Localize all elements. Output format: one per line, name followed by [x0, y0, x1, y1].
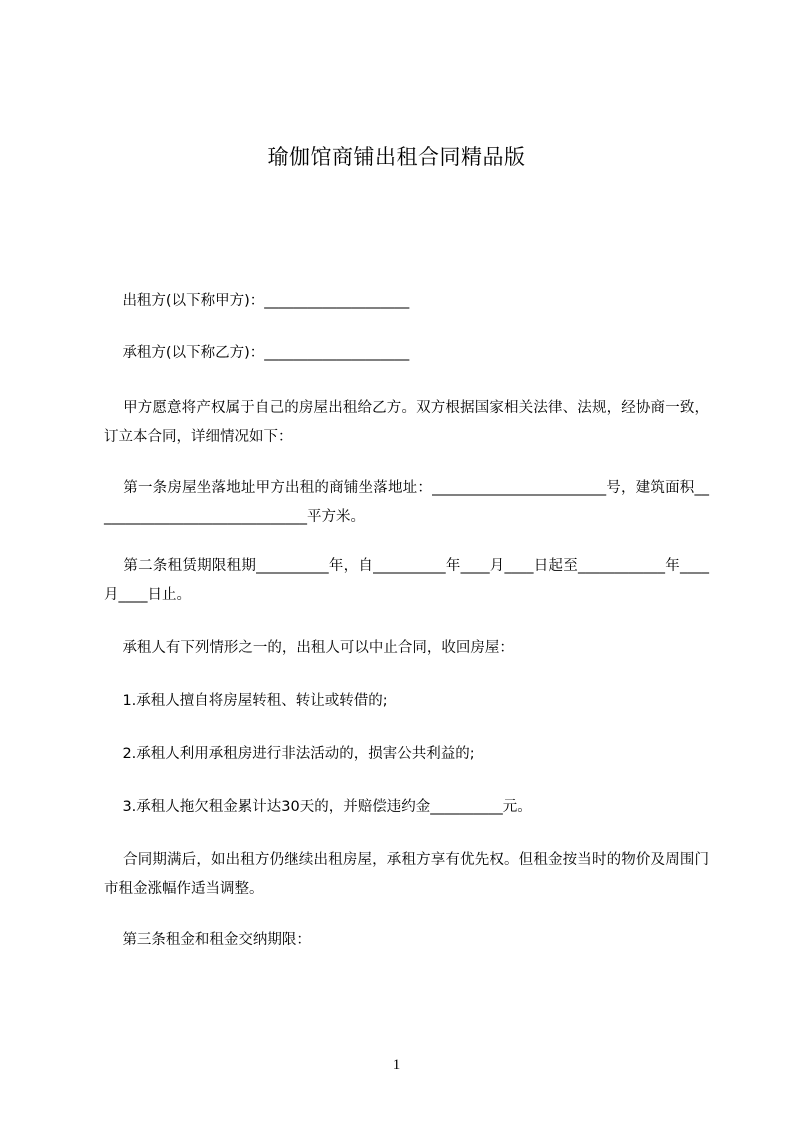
- paragraph-lessor: 出租方(以下称甲方)：____________________: [104, 293, 410, 309]
- list-item-3: 3.承租人拖欠租金累计达30天的，并赔偿违约金__________元。: [104, 799, 532, 815]
- document-title: 瑜伽馆商铺出租合同精品版: [267, 145, 526, 169]
- paragraph-article-1: 第一条房屋坐落地址甲方出租的商铺坐落地址：________________________号，建筑面积______________________________平方米。: [104, 480, 710, 525]
- paragraph-article-2: 第二条租赁期限租期__________年，自__________年____月____日起至____________年____月____日止。: [104, 558, 710, 603]
- list-item-2: 2.承租人利用承租房进行非法活动的，损害公共利益的;: [104, 746, 475, 762]
- page-number: 1: [392, 1057, 401, 1073]
- list-item-1: 1.承租人擅自将房屋转租、转让或转借的;: [104, 693, 388, 709]
- paragraph-lessee: 承租方(以下称乙方)：____________________: [104, 345, 410, 361]
- paragraph-intro: 甲方愿意将产权属于自己的房屋出租给乙方。双方根据国家相关法律、法规，经协商一致，订立本合同，详细情况如下：: [104, 400, 710, 445]
- paragraph-termination-conditions: 承租人有下列情形之一的，出租人可以中止合同，收回房屋：: [104, 640, 514, 656]
- paragraph-renewal: 合同期满后，如出租方仍继续出租房屋，承租方享有优先权。但租金按当时的物价及周围门市租金涨幅作适当调整。: [104, 852, 710, 897]
- paragraph-article-3: 第三条租金和租金交纳期限：: [104, 932, 311, 948]
